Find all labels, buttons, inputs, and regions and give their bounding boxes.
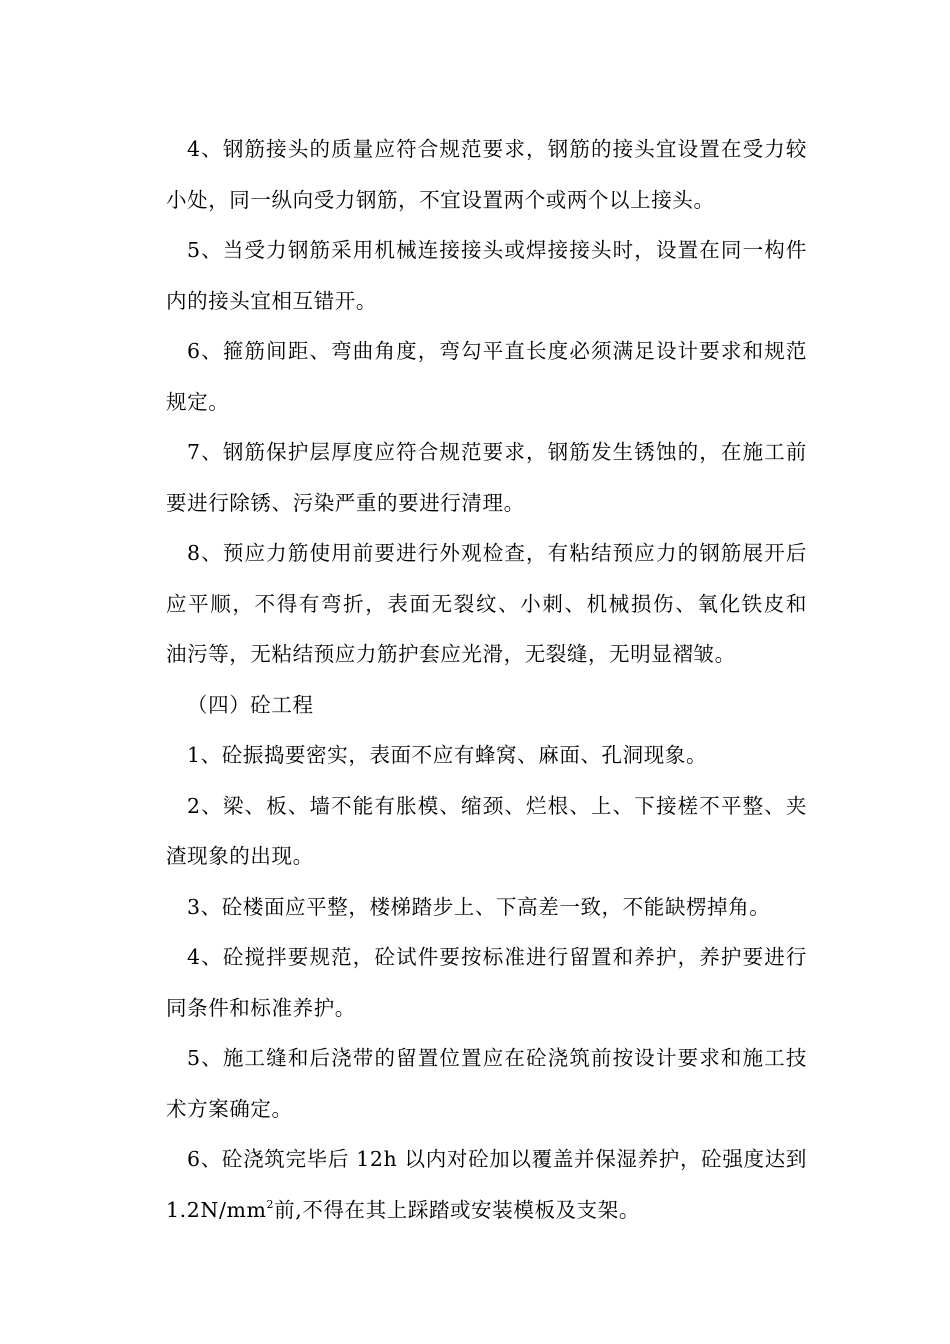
superscript-exponent: 2	[266, 1197, 275, 1211]
paragraph-mixing-specimens	[145, 932, 807, 1033]
text-line: 应平顺，不得有弯折，表面无裂纹、小刺、机械损伤、氧化铁皮和	[166, 591, 807, 616]
text-line: 3、砼楼面应平整，楼梯踏步上、下高差一致，不能缺楞掉角。	[187, 894, 771, 919]
text-line: 4、钢筋接头的质量应符合规范要求，钢筋的接头宜设置在受力较	[187, 137, 807, 161]
paragraph-rebar-joint-quality	[145, 124, 807, 225]
text-line: 渣现象的出现。	[166, 844, 314, 868]
section-title: （四）砼工程	[187, 692, 314, 717]
paragraph-prestressed-tendon	[145, 528, 807, 680]
text-line: 6、箍筋间距、弯曲角度，弯勾平直长度必须满足设计要求和规范	[187, 339, 807, 363]
text-line: 小处，同一纵向受力钢筋，不宜设置两个或两个以上接头。	[166, 187, 715, 212]
text-line: 术方案确定。	[166, 1096, 293, 1121]
text-line: 同条件和标准养护。	[166, 995, 356, 1020]
section-heading-concrete	[145, 680, 807, 731]
document-body	[145, 124, 807, 1235]
paragraph-formwork-defects	[145, 781, 807, 882]
text-line: 4、砼搅拌要规范，砼试件要按标准进行留置和养护，养护要进行	[187, 945, 807, 969]
text-line: 5、施工缝和后浇带的留置位置应在砼浇筑前按设计要求和施工技	[187, 1046, 807, 1070]
paragraph-cover-thickness	[145, 427, 807, 528]
text-line: 内的接头宜相互错开。	[166, 288, 377, 313]
strength-value: 1.2N/mm	[166, 1197, 267, 1222]
text-line: 8、预应力筋使用前要进行外观检查，有粘结预应力的钢筋展开后	[187, 541, 807, 565]
text-line: 6、砼浇筑完毕后 12h 以内对砼加以覆盖并保湿养护，砼强度达到	[187, 1147, 807, 1171]
paragraph-concrete-compaction	[145, 730, 807, 781]
paragraph-floor-flatness	[145, 882, 807, 933]
text-fragment: 前,不得在其上踩踏或安装模板及支架。	[274, 1197, 640, 1222]
text-line: 2、梁、板、墙不能有胀模、缩颈、烂根、上、下接槎不平整、夹	[187, 793, 807, 818]
text-line: 5、当受力钢筋采用机械连接接头或焊接接头时，设置在同一构件	[187, 238, 807, 262]
text-line: 7、钢筋保护层厚度应符合规范要求，钢筋发生锈蚀的，在施工前	[187, 440, 807, 464]
text-line: 油污等，无粘结预应力筋护套应光滑，无裂缝，无明显褶皱。	[166, 642, 736, 666]
text-line	[145, 1185, 807, 1236]
paragraph-stirrup-spacing	[145, 326, 807, 427]
text-line: 要进行除锈、污染严重的要进行清理。	[166, 490, 525, 515]
paragraph-construction-joints	[145, 1033, 807, 1134]
paragraph-mechanical-joint	[145, 225, 807, 326]
paragraph-curing	[145, 1134, 807, 1235]
text-line: 1、砼振捣要密实，表面不应有蜂窝、麻面、孔洞现象。	[187, 743, 708, 767]
text-line: 规定。	[166, 389, 230, 414]
